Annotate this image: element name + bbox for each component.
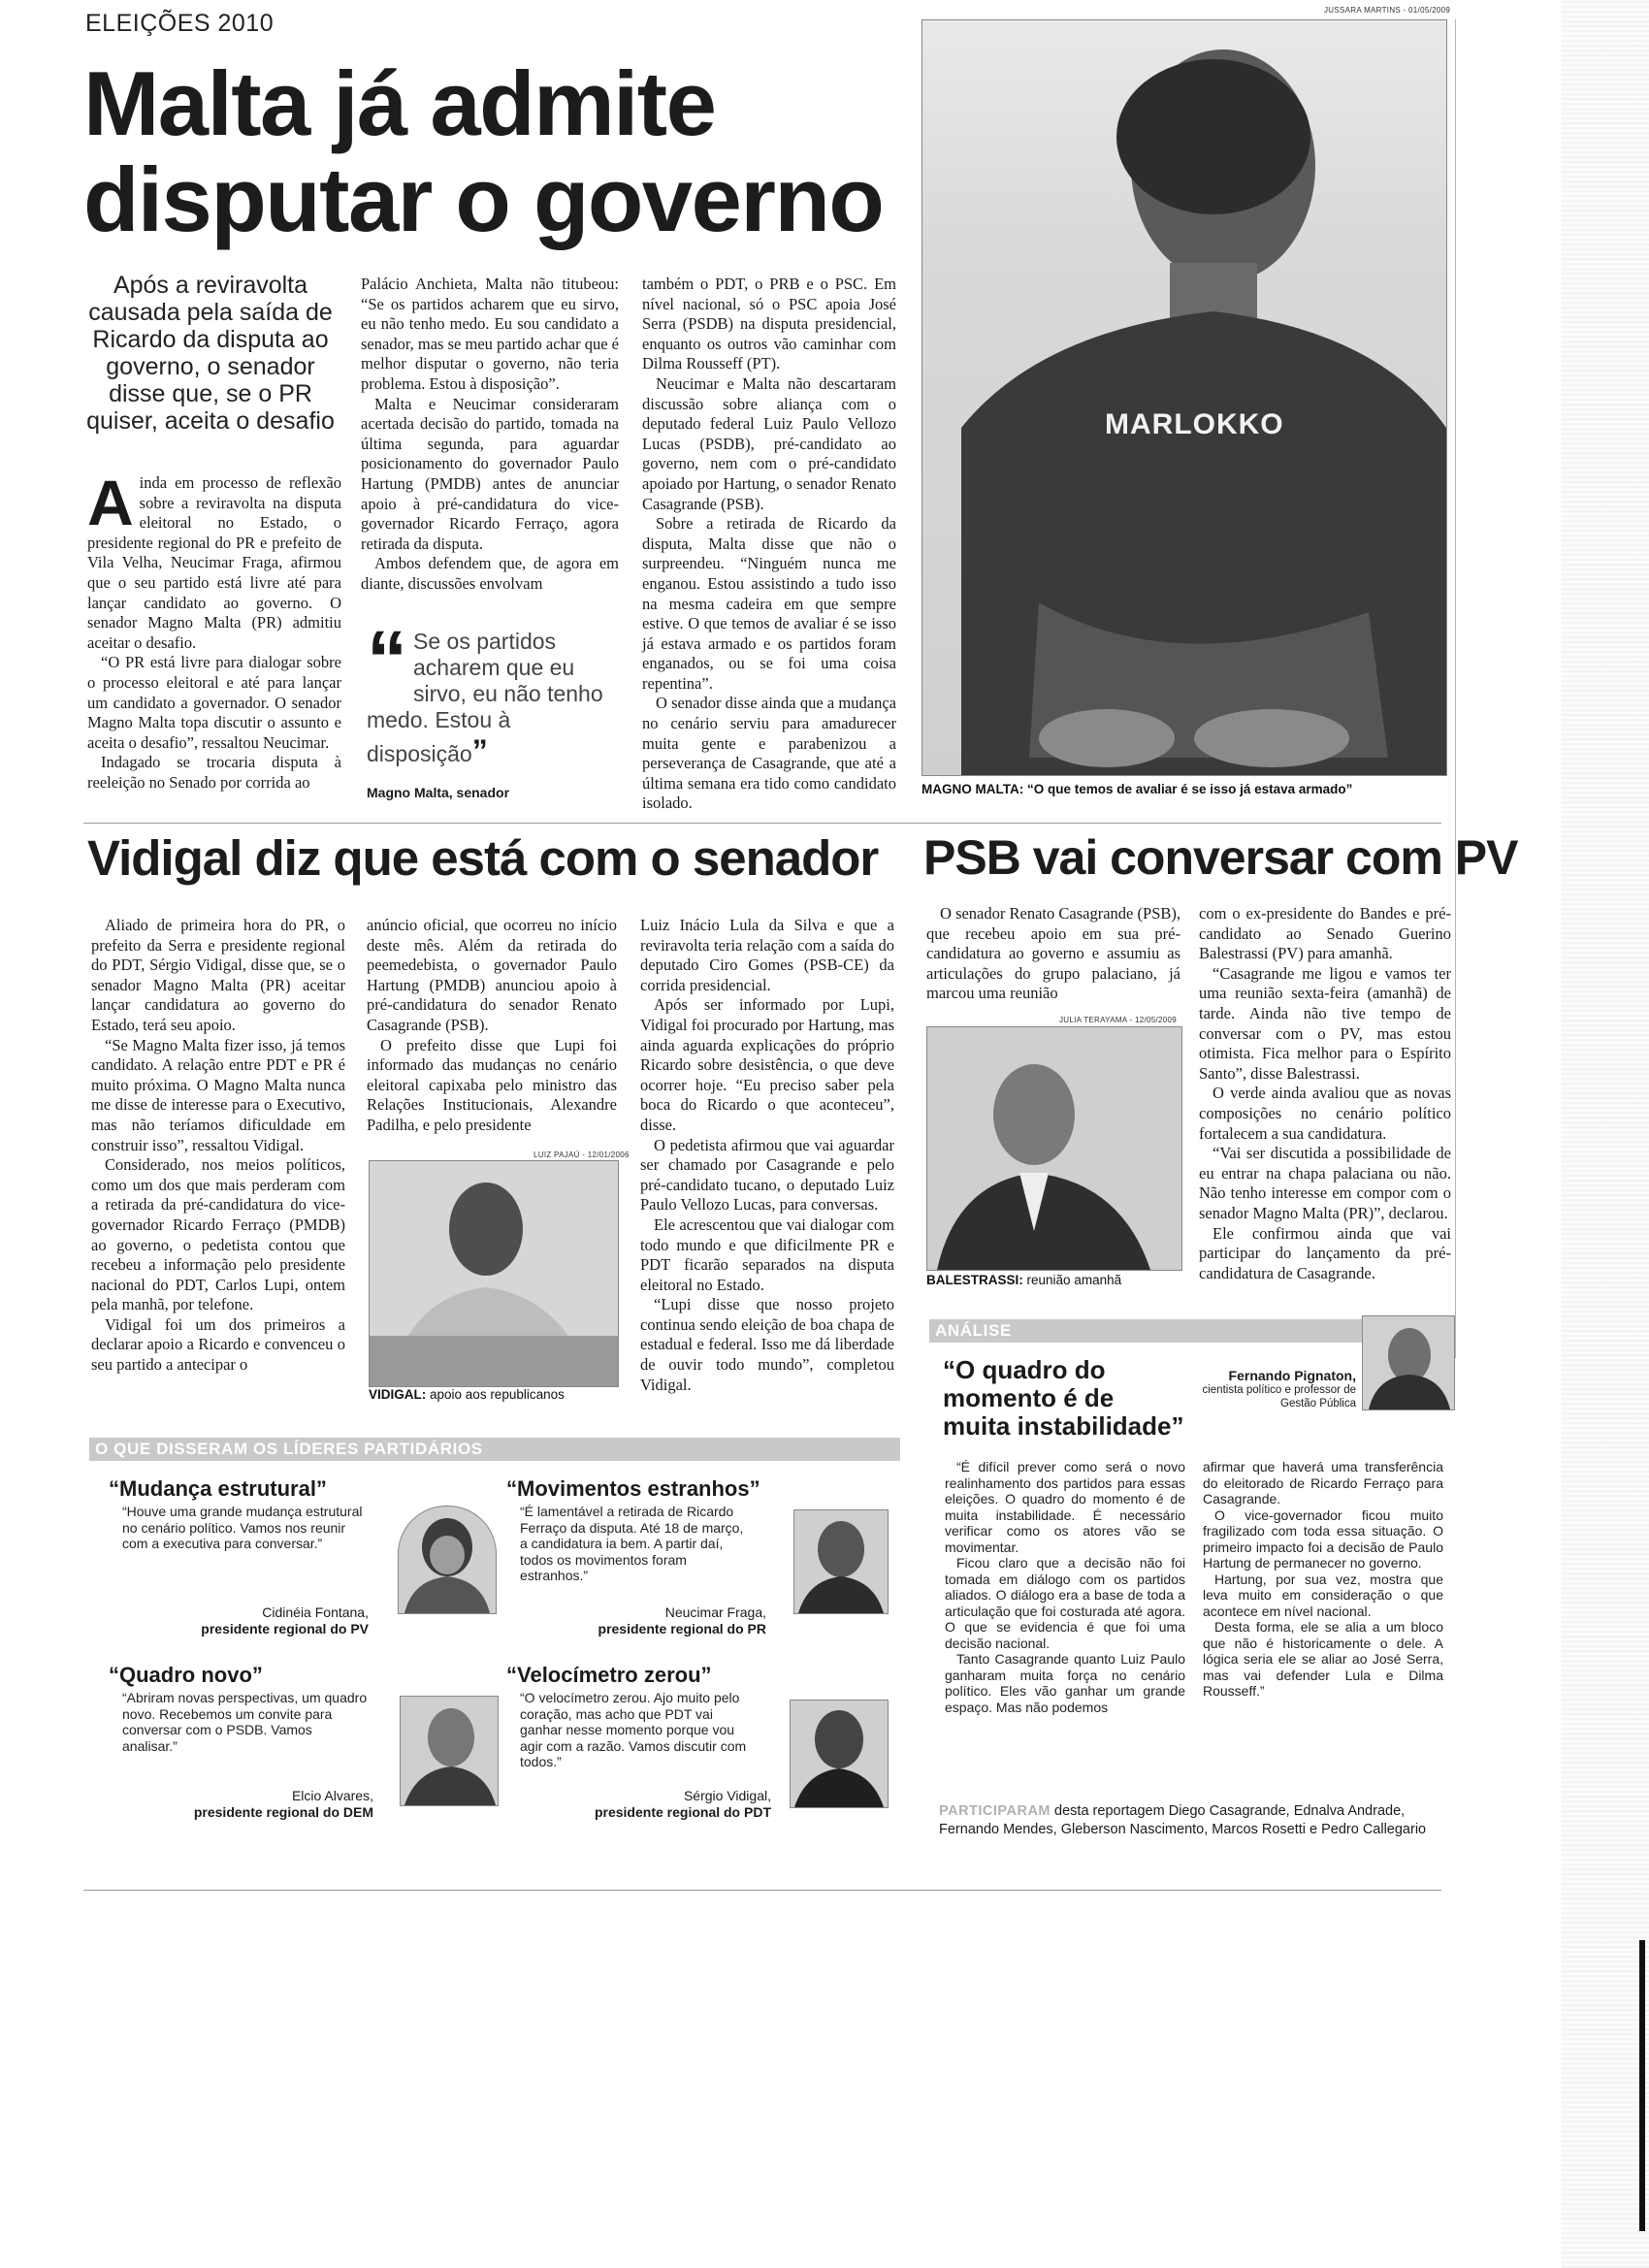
vidigal-column-2 xyxy=(367,916,617,1136)
main-col3-p4: O senador disse ainda que a mudança no cenário serviu para amadurecer muita gente e parabenizou a perseverança de Casagrande, que até a última semana era tido como candidato isolado. xyxy=(642,694,896,813)
main-col1-p1: inda em processo de reflexão sobre a reviravolta na disputa eleitoral no Estado, o presidente regional do PR e prefeito de Vila Velha, Neucimar Fraga, afirmou que o seu partido está livre até para lançar candidato ao governo. O senador Magno Malta (PR) admitiu aceitar o desafio. xyxy=(87,473,341,652)
psb-headline: PSB vai conversar com PV xyxy=(923,830,1518,885)
leader-2-signature xyxy=(572,1604,766,1637)
pignaton-figure xyxy=(1363,1316,1454,1409)
vidigal-caption-label: VIDIGAL: xyxy=(369,1387,427,1402)
main-column-1 xyxy=(87,467,341,794)
participaram-label: PARTICIPARAM xyxy=(939,1803,1051,1819)
vidigal-figure xyxy=(370,1161,618,1386)
vidigal-col3-p3: O pedetista afirmou que vai aguardar ser chamado por Casagrande e pelo pré-candidato tucano, o deputado Luiz Paulo Vellozo Lucas, para conversas. xyxy=(640,1135,894,1215)
leader-2-name: Neucimar Fraga, xyxy=(664,1604,766,1620)
main-headline-line2: disputar o governo xyxy=(83,147,884,250)
pull-quote-close-mark: ” xyxy=(471,733,488,768)
top-photo-credit: JUSSARA MARTINS - 01/05/2009 xyxy=(1324,6,1451,15)
scan-edge-mark xyxy=(1639,1940,1645,2231)
leader-quote-3 xyxy=(109,1663,371,1754)
leader-2-title: “Movimentos estranhos” xyxy=(506,1476,760,1501)
analysis-col2-p3: Hartung, por sua vez, mostra que leva muito em consideração o que acontece em nível nacional. xyxy=(1203,1571,1443,1619)
analysis-col1-p1: “É difícil prever como será o novo realinhamento dos partidos para essas eleições. O quadro do momento é de muita instabilidade. É necessário verificar como os atores vão se movimentar. xyxy=(945,1459,1185,1555)
vidigal-photo-credit: LUIZ PAJAÚ - 12/01/2006 xyxy=(534,1150,630,1159)
balestrassi-photo xyxy=(926,1026,1182,1271)
leader-3-figure xyxy=(401,1697,498,1805)
shirt-logo: MARLOKKO xyxy=(1105,408,1284,440)
psb-col2-p2: “Casagrande me ligou e vamos ter uma reunião sexta-feira (amanhã) de tarde. Ainda não tive tempo de conversar com o PV, mas estou otimista. Fica melhor para o Espírito Santo”, disse Balestrassi. xyxy=(1199,963,1451,1083)
magno-malta-figure xyxy=(922,20,1446,775)
leader-4-signature xyxy=(572,1788,771,1821)
pull-quote-text: Se os partidos acharem que eu sirvo, eu não tenho medo. Estou à disposição xyxy=(367,629,603,766)
leader-2-role: presidente regional do PR xyxy=(598,1621,766,1636)
main-col2-p2: Malta e Neucimar consideraram acertada decisão do partido, tomada na última segunda, para aguardar posicionamento do governador Paulo Hartung (PMDB) antes de anunciar apoio à pré-candidatura do vice-governador Ricardo Ferraço, agora retirada da disputa. xyxy=(361,394,619,553)
vidigal-col1-p2: “Se Magno Malta fizer isso, já temos candidato. A relação entre PDT e PR é muito próxima. O Magno Malta nunca me disse de interesse para o Executivo, mas não teríamos dificuldade em construir isso”, ressaltou Vidigal. xyxy=(91,1035,345,1154)
magno-malta-photo xyxy=(922,19,1447,776)
analysis-author xyxy=(1193,1368,1356,1410)
vidigal-col1-p4: Vidigal foi um dos primeiros a declarar apoio a Ricardo e convenceu o seu partido a antecipar o xyxy=(91,1314,345,1375)
analysis-col2-p1: afirmar que haverá uma transferência do eleitorado de Ricardo Ferraço para Casagrande. xyxy=(1203,1459,1443,1507)
leader-quote-2 xyxy=(506,1476,788,1584)
psb-col2-p1: com o ex-presidente do Bandes e pré-candidato ao Senado Guerino Balestrassi (PV) para amanhã. xyxy=(1199,904,1451,963)
main-headline-line1: Malta já admite xyxy=(83,52,716,154)
leader-2-photo xyxy=(793,1509,889,1614)
pull-quote-author: Magno Malta, senador xyxy=(367,785,510,800)
vidigal-col3-p5: “Lupi disse que nosso projeto continua sendo eleição de boa chapa de estadual e federal. Isso me dá liberdade de ouvir todo mundo”, completou Vidigal. xyxy=(640,1295,894,1394)
section-label: ELEIÇÕES 2010 xyxy=(85,10,275,37)
psb-column-1 xyxy=(926,904,1180,1004)
participaram-text: desta reportagem Diego Casagrande, Ednalva Andrade, Fernando Mendes, Gleberson Nascimento, Marcos Rosetti e Pedro Callegario xyxy=(939,1803,1427,1837)
leaders-band: O QUE DISSERAM OS LÍDERES PARTIDÁRIOS xyxy=(89,1438,900,1461)
psb-col2-p4: “Vai ser discutida a possibilidade de eu entrar na chapa palaciana ou não. Não tenho interesse em compor com o senador Magno Malta (PR)”, declarou. xyxy=(1199,1144,1451,1222)
vidigal-photo-caption xyxy=(369,1387,565,1402)
balestrassi-caption-label: BALESTRASSI: xyxy=(926,1273,1023,1287)
main-column-3 xyxy=(642,275,896,814)
main-column-2 xyxy=(361,275,619,595)
drop-cap: A xyxy=(87,467,134,538)
vidigal-column-1 xyxy=(91,916,345,1376)
leader-4-text: “O velocímetro zerou. Ajo muito pelo coração, mas acho que PDT vai ganhar nesse momento porque vou agir com a razão. Vamos discutir com todos.” xyxy=(520,1690,747,1769)
leader-4-name: Sérgio Vidigal, xyxy=(683,1788,771,1803)
leader-4-role: presidente regional do PDT xyxy=(594,1804,771,1820)
balestrassi-figure xyxy=(927,1027,1181,1270)
vidigal-column-3 xyxy=(640,916,894,1395)
leader-1-signature xyxy=(175,1604,369,1637)
analysis-col1-p3: Tanto Casagrande quanto Luiz Paulo ganharam muita força no cenário político. Eles vão ganhar um grande espaço. Mas não podemos xyxy=(945,1651,1185,1715)
main-deck: Após a reviravolta causada pela saída de Ricardo da disputa ao governo, o senador disse que, se o PR quiser, aceita o desafio xyxy=(86,272,335,435)
vidigal-col3-p4: Ele acrescentou que vai dialogar com todo mundo e que dificilmente PR e PDT ficarão separados na disputa eleitoral no Estado. xyxy=(640,1215,894,1294)
analysis-col1-p2: Ficou claro que a decisão não foi tomada em diálogo com os partidos aliados. O diálogo era a base de toda a articulação que foi costurada até agora. O que se evidencia é que foi uma decisão nacional. xyxy=(945,1555,1185,1651)
analysis-author-role: cientista político e professor de Gestão Pública xyxy=(1202,1384,1356,1409)
main-col1-p2: “O PR está livre para dialogar sobre o processo eleitoral e até para lançar um candidato a governador. O senador Magno Malta topa discutir o assunto e aceita o desafio”, ressaltou Neucimar. xyxy=(87,653,341,752)
main-col3-p1: também o PDT, o PRB e o PSC. Em nível nacional, só o PSC apoia José Serra (PSDB) na disputa presidencial, enquanto os outros vão caminhar com Dilma Rousseff (PT). xyxy=(642,275,896,373)
vidigal-col2-p1: anúncio oficial, que ocorreu no início deste mês. Além da retirada do peemedebista, o governador Paulo Hartung (PMDB) anunciou apoio à pré-candidatura do senador Renato Casagrande (PSB). xyxy=(367,916,617,1034)
main-col3-p2: Neucimar e Malta não descartaram discussão sobre aliança com o deputado federal Luiz Paulo Vellozo Lucas (PSDB), pré-candidato ao governo, nem com o pré-candidato apoiado por Hartung, o senador Renato Casagrande (PSB). xyxy=(642,373,896,513)
main-col2-p3: Ambos defendem que, de agora em diante, discussões envolvam xyxy=(361,554,619,593)
leader-3-name: Elcio Alvares, xyxy=(291,1788,373,1803)
scan-edge-noise xyxy=(1562,0,1649,2268)
analysis-col2-p2: O vice-governador ficou muito fragilizado com toda essa situação. O primeiro impacto foi a decisão de Paulo Hartung de permanecer no governo. xyxy=(1203,1507,1443,1571)
balestrassi-photo-caption xyxy=(926,1273,1121,1287)
divider-main xyxy=(83,823,1441,824)
analysis-col2-p4: Desta forma, ele se alia a um bloco que não é historicamente o dele. A lógica seria ele se aliar ao José Serra, mas vai defender Lula e Dilma Rousseff.” xyxy=(1203,1619,1443,1699)
vidigal-col1-p1: Aliado de primeira hora do PR, o prefeito da Serra e presidente regional do PDT, Sérgio Vidigal, disse que, se o senador Magno Malta (PR) aceitar lançar candidatura ao governo do Estado, terá seu apoio. xyxy=(91,916,345,1034)
leader-quote-1 xyxy=(109,1476,371,1552)
vidigal-col1-p3: Considerado, nos meios políticos, como um dos que mais perderam com a retirada da pré-candidatura do vice-governador Ricardo Ferraço (PMDB) ao governo, o pedetista contou que recebeu a informação pelo presidente nacional do PDT, Carlos Lupi, ontem pela manhã, por telefone. xyxy=(91,1155,345,1314)
vidigal-col3-p2: Após ser informado por Lupi, Vidigal foi procurado por Hartung, mas ainda aguarda explicações do próprio Ricardo sobre desistência, o que deve ocorrer hoje. “Eu preciso saber pela boca do Ricardo o que aconteceu”, disse. xyxy=(640,995,894,1134)
main-headline xyxy=(83,52,884,250)
leader-4-title: “Velocímetro zerou” xyxy=(506,1663,712,1687)
leader-3-text: “Abriram novas perspectivas, um quadro novo. Recebemos um convite para conversar com o PSDB. Vamos analisar.” xyxy=(122,1690,368,1754)
leader-1-name: Cidinéia Fontana, xyxy=(262,1604,369,1620)
leader-quote-4 xyxy=(506,1663,788,1770)
leader-4-figure xyxy=(791,1701,888,1807)
vidigal-caption-text: apoio aos republicanos xyxy=(430,1387,565,1402)
vidigal-col3-p1: Luiz Inácio Lula da Silva e que a reviravolta teria relação com a saída do deputado Ciro Gomes (PSB-CE) da corrida presidencial. xyxy=(640,916,894,994)
leader-2-text: “É lamentável a retirada de Ricardo Ferraço da disputa. Até 18 de março, a candidatura ia bem. A partir daí, todos os movimentos foram estranhos.” xyxy=(520,1504,744,1583)
pignaton-photo xyxy=(1362,1315,1455,1410)
main-photo-caption: MAGNO MALTA: “O que temos de avaliar é se isso já estava armado” xyxy=(922,782,1353,796)
leader-4-photo xyxy=(790,1700,889,1808)
leader-3-role: presidente regional do DEM xyxy=(193,1804,373,1820)
pull-quote-open-mark: “ xyxy=(367,614,407,705)
leader-3-photo xyxy=(400,1696,499,1806)
leader-3-signature xyxy=(175,1788,373,1821)
psb-photo-credit: JULIA TERAYAMA - 12/05/2009 xyxy=(1059,1016,1178,1024)
leader-1-photo xyxy=(398,1506,497,1614)
analysis-band: ANÁLISE xyxy=(929,1319,1401,1343)
analysis-title: “O quadro do momento é de muita instabilidade” xyxy=(943,1355,1184,1441)
leader-1-figure xyxy=(399,1507,496,1613)
leader-3-title: “Quadro novo” xyxy=(109,1663,263,1687)
vidigal-photo xyxy=(369,1160,619,1387)
analysis-column-2 xyxy=(1203,1459,1443,1700)
leader-2-figure xyxy=(794,1510,888,1613)
column-rule xyxy=(1455,19,1456,1358)
psb-column-2 xyxy=(1199,904,1451,1283)
psb-col2-p3: O verde ainda avaliou que as novas composições no cenário político fortalecem a sua candidatura. xyxy=(1199,1084,1451,1143)
analysis-column-1 xyxy=(945,1459,1185,1715)
leader-1-text: “Houve uma grande mudança estrutural no cenário político. Vamos nos reunir com a executiva para conversar.” xyxy=(122,1504,363,1551)
psb-col1-p1: O senador Renato Casagrande (PSB), que recebeu apoio em sua pré-candidatura ao governo e assumiu as articulações do grupo palaciano, já marcou uma reunião xyxy=(926,904,1180,1003)
vidigal-col2-p2: O prefeito disse que Lupi foi informado das mudanças no cenário eleitoral capixaba pelo ministro das Relações Institucionais, Alexandre Padilha, e pelo presidente xyxy=(367,1035,617,1134)
main-col3-p3: Sobre a retirada de Ricardo da disputa, Malta disse que não o surpreendeu. “Ninguém nunca me enganou. Estou assistindo a tudo isso na mesma cadeira em que sempre estive. O que temos de avaliar é se isso já estava armado e os partidos foram enganados, ou se foi uma coisa repentina”. xyxy=(642,514,896,693)
leader-1-title: “Mudança estrutural” xyxy=(109,1476,327,1501)
analysis-author-name: Fernando Pignaton, xyxy=(1228,1368,1356,1383)
bottom-rule xyxy=(83,1890,1441,1891)
main-col1-p3: Indagado se trocaria disputa à reeleição no Senado por corrida ao xyxy=(87,753,341,792)
psb-col2-p5: Ele confirmou ainda que vai participar do lançamento da pré-candidatura de Casagrande. xyxy=(1199,1223,1451,1282)
vidigal-headline: Vidigal diz que está com o senador xyxy=(87,830,879,886)
main-col2-p1: Palácio Anchieta, Malta não titubeou: “Se os partidos acharem que eu sirvo, eu não tenho medo. Eu sou candidato a senador, mas se meu partido achar que é melhor disputar o governo, não teria problema. Estou à disposição”. xyxy=(361,275,619,393)
leader-1-role: presidente regional do PV xyxy=(201,1621,369,1636)
balestrassi-caption-text: reunião amanhã xyxy=(1026,1273,1122,1287)
pull-quote xyxy=(367,614,621,800)
participaram-credit xyxy=(939,1802,1463,1839)
